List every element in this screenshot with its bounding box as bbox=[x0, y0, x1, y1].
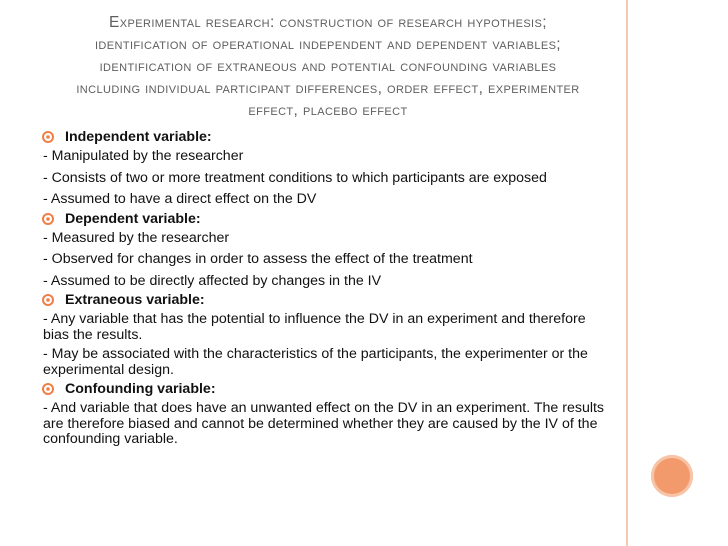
bullet-target-icon bbox=[42, 383, 54, 395]
section-heading-dependent bbox=[43, 208, 613, 231]
body-line: - Any variable that has the potential to influence the DV in an experiment and therefore bias the results. bbox=[43, 311, 586, 343]
slide-title bbox=[38, 12, 618, 122]
section-heading-text: Independent variable: bbox=[65, 129, 212, 145]
bullet-target-icon bbox=[42, 131, 54, 143]
bullet-target-icon bbox=[42, 294, 54, 306]
orange-circle-icon bbox=[651, 455, 693, 497]
body-line: - Consists of two or more treatment conditions to which participants are exposed bbox=[43, 169, 547, 186]
section-heading-extraneous bbox=[43, 289, 613, 312]
body-line: - And variable that does have an unwanted effect on the DV in an experiment. The results are therefore biased and cannot be determined whether they are caused by the IV of the confounding variable. bbox=[43, 400, 605, 447]
section-heading-text: Extraneous variable: bbox=[65, 292, 205, 308]
title-line: including individual participant differences, order effect, experimenter bbox=[76, 80, 580, 97]
section-heading-text: Confounding variable: bbox=[65, 381, 216, 397]
title-line: Experimental research: construction of research hypothesis; bbox=[109, 14, 547, 31]
body-line: - May be associated with the characteristics of the participants, the experimenter or the experimental design. bbox=[43, 346, 588, 378]
title-line: identification of operational independent and dependent variables; bbox=[94, 36, 562, 53]
slide-body bbox=[43, 126, 613, 452]
bullet-target-icon bbox=[42, 213, 54, 225]
body-line: - Observed for changes in order to assess the effect of the treatment bbox=[43, 251, 473, 267]
title-line: effect, placebo effect bbox=[248, 102, 408, 119]
body-line: - Assumed to have a direct effect on the DV bbox=[43, 191, 317, 207]
slide-frame-line bbox=[626, 0, 628, 546]
section-heading-text: Dependent variable: bbox=[65, 210, 201, 227]
section-heading-independent bbox=[43, 126, 613, 149]
body-line: - Manipulated by the researcher bbox=[43, 148, 244, 164]
body-line: - Measured by the researcher bbox=[43, 229, 230, 246]
section-heading-confounding bbox=[43, 378, 613, 401]
title-line: identification of extraneous and potential confounding variables bbox=[99, 58, 557, 75]
body-line: - Assumed to be directly affected by changes in the IV bbox=[43, 272, 382, 289]
